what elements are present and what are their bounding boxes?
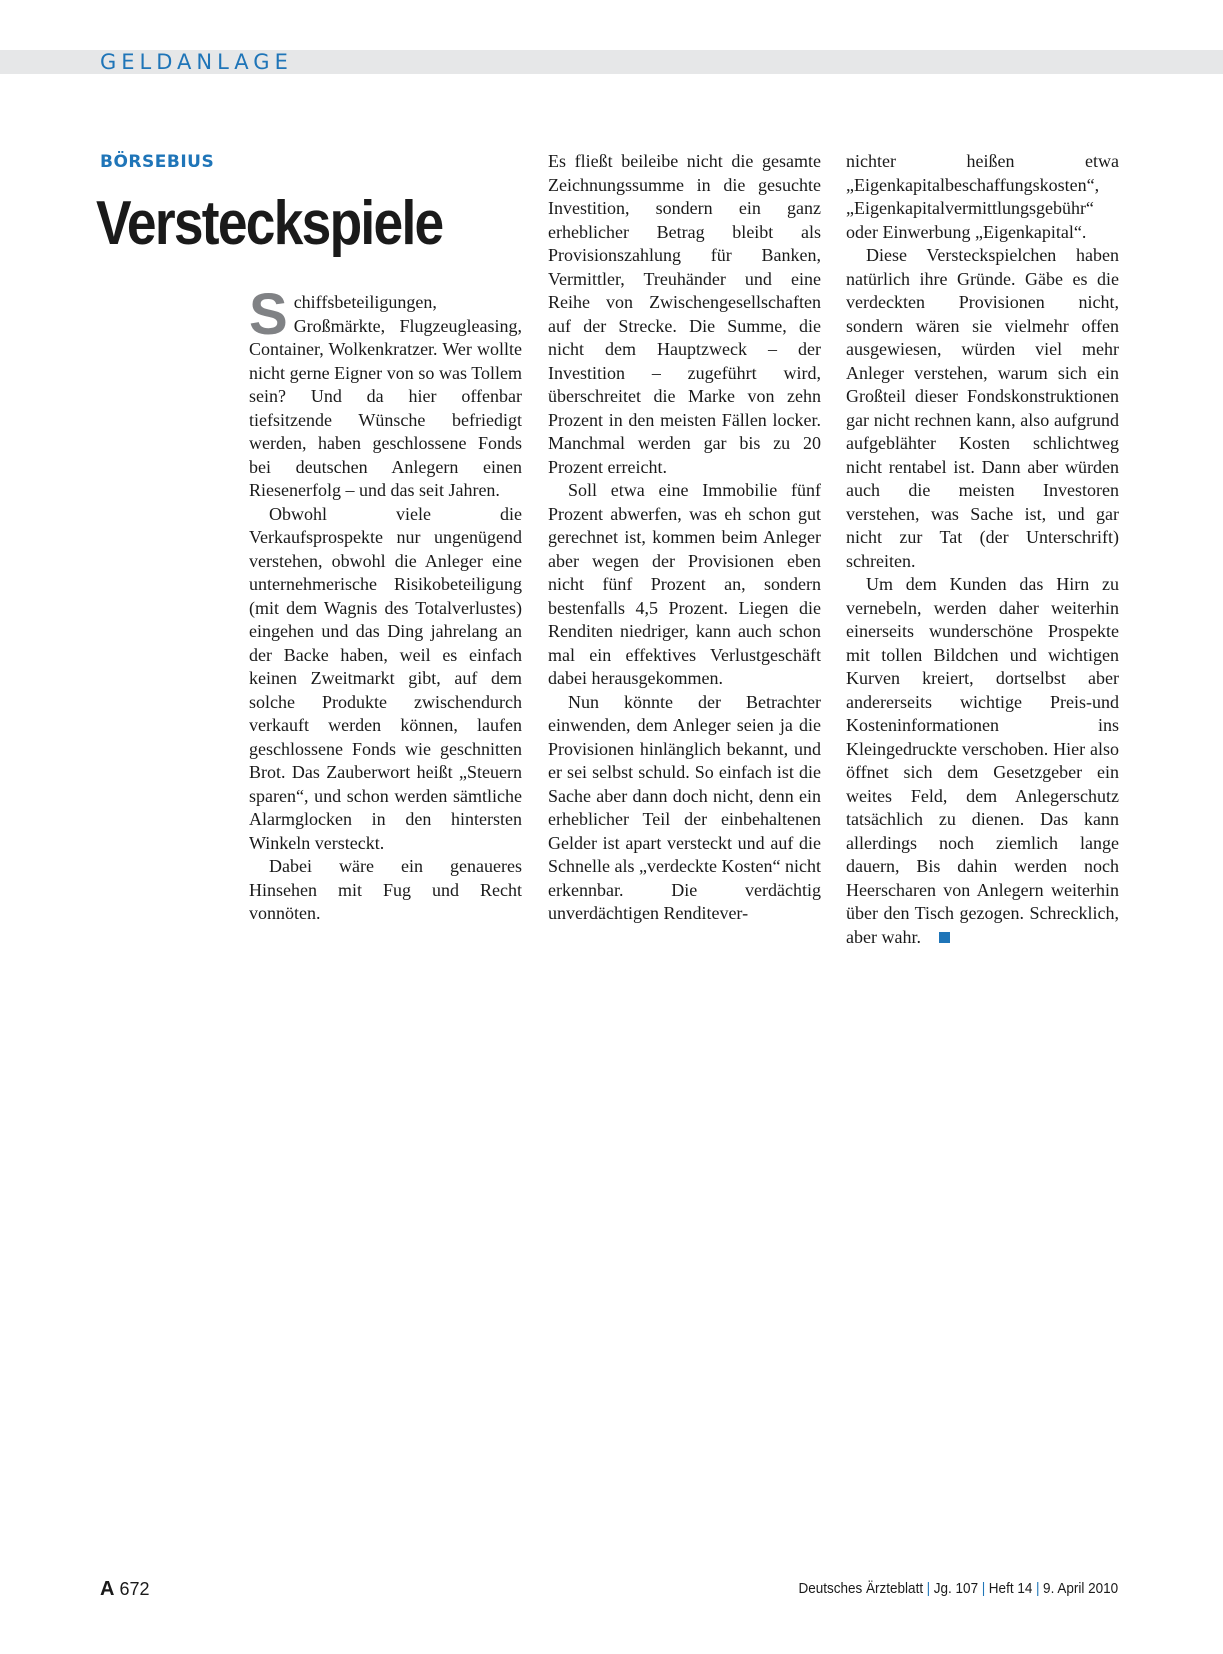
end-of-article-square-icon [939,932,950,943]
kicker: BÖRSEBIUS [100,152,215,172]
page-folio [100,1578,150,1601]
drop-cap: S [249,282,288,347]
page-number: 672 [119,1579,150,1599]
article-column-1 [249,282,522,926]
article-paragraph [249,282,522,503]
journal-date: 9. April 2010 [1042,1580,1118,1597]
article-column-3 [846,150,1119,949]
article-paragraph: Dabei wäre ein genaueres Hinsehen mit Fug und Recht vonnöten. [249,856,522,923]
article-paragraph: Es fließt beileibe nicht die gesamte Zeichnungssumme in die gesuchte Investition, sondern ein ganz erheblicher Betrag bleibt als Provisionszahlung für Banken, Vermittler, Treuhänder und eine Reihe von Zwischengesellschaften auf der Strecke. Die Summe, die nicht dem Hauptzweck – der Investition – zugeführt wird, überschreitet die Marke von zehn Prozent in den meisten Fällen locker. Manchmal werden gar bis zu 20 Prozent erreicht. [548,151,821,477]
article-paragraph: Diese Versteckspielchen haben natürlich ihre Gründe. Gäbe es die verdeckten Provisionen nicht, sondern wären sie vielmehr offen ausgewiesen, würden viel mehr Anleger verstehen, warum sich ein Großteil dieser Fondskonstruktionen gar nicht rechnen kann, also aufgrund aufgeblähter Kosten schlichtweg nicht rentabel ist. Dann aber würden auch die meisten Investoren verstehen, was Sache ist, und gar nicht zur Tat (der Unterschrift) schreiten. [846,245,1119,571]
section-label: GELDANLAGE [100,50,293,74]
article-paragraph: Soll etwa eine Immobilie fünf Prozent abwerfen, was eh schon gut gerechnet ist, kommen beim Anleger aber wegen der Provisionen eben nicht fünf Prozent an, sondern bestenfalls 4,5 Prozent. Liegen die Renditen niedriger, kann auch schon mal ein effektives Verlustgeschäft dabei herausgekommen. [548,480,821,688]
headline: Versteckspiele [96,189,443,258]
paragraph-text: Um dem Kunden das Hirn zu vernebeln, werden daher weiterhin einerseits wunderschöne Prospekte mit tollen Bildchen und wichtigen Kurven kreiert, dortselbst aber andererseits wichtige Preis-und Kosteninformationen ins Kleingedruckte verschoben. Hier also öffnet sich dem Gesetzgeber ein weites Feld, dem Anlegerschutz tatsächlich zu dienen. Das kann allerdings noch ziemlich lange dauern, Bis dahin werden noch Heerscharen von Anlegern weiterhin über den Tisch gezogen. Schrecklich, aber wahr. [846,574,1119,947]
journal-footer [798,1580,1118,1597]
separator-bar-icon: | [981,1580,986,1597]
page-letter: A [100,1578,115,1600]
separator-bar-icon: | [926,1580,931,1597]
article-paragraph: Obwohl viele die Verkaufsprospekte nur ungenügend verstehen, obwohl die Anleger eine unternehmerische Risikobeteiligung (mit dem Wagnis des Totalverlustes) eingehen und das Ding jahrelang an der Backe haben, weil es einfach keinen Zweitmarkt gibt, auf dem solche Produkte zwischendurch verkauft werden können, laufen geschlossene Fonds wie geschnitten Brot. Das Zauberwort heißt „Steuern sparen“, und schon werden sämtliche Alarmglocken in den hintersten Winkeln versteckt. [249,503,522,853]
article-paragraph [846,573,1119,949]
journal-issue: Heft 14 [988,1580,1033,1597]
paragraph-text: chiffsbeteiligungen, Großmärkte, Flugzeugleasing, Container, Wolkenkratzer. Wer wollte nicht gerne Eigner von so was Tollem sein? Und da hier offenbar tiefsitzende Wünsche befriedigt werden, haben geschlossene Fonds bei deutschen Anlegern einen Riesenerfolg – und das seit Jahren. [249,292,522,500]
article-paragraph: Nun könnte der Betrachter einwenden, dem Anleger seien ja die Provisionen hinlänglich bekannt, und er sei selbst schuld. So einfach ist die Sache aber dann doch nicht, denn ein erheblicher Teil der einbehaltenen Gelder ist apart versteckt und auf die Schnelle als „verdeckte Kosten“ nicht erkennbar. Die verdächtig unverdächtigen Renditever- [548,691,821,923]
journal-name: Deutsches Ärzteblatt [798,1580,923,1597]
journal-volume: Jg. 107 [933,1580,978,1597]
article-column-2 [548,150,821,926]
article-paragraph: nichter heißen etwa „Eigenkapitalbeschaffungskosten“, „Eigenkapitalvermittlungsgebühr“ oder Einwerbung „Eigenkapital“. [846,151,1119,242]
separator-bar-icon: | [1035,1580,1040,1597]
